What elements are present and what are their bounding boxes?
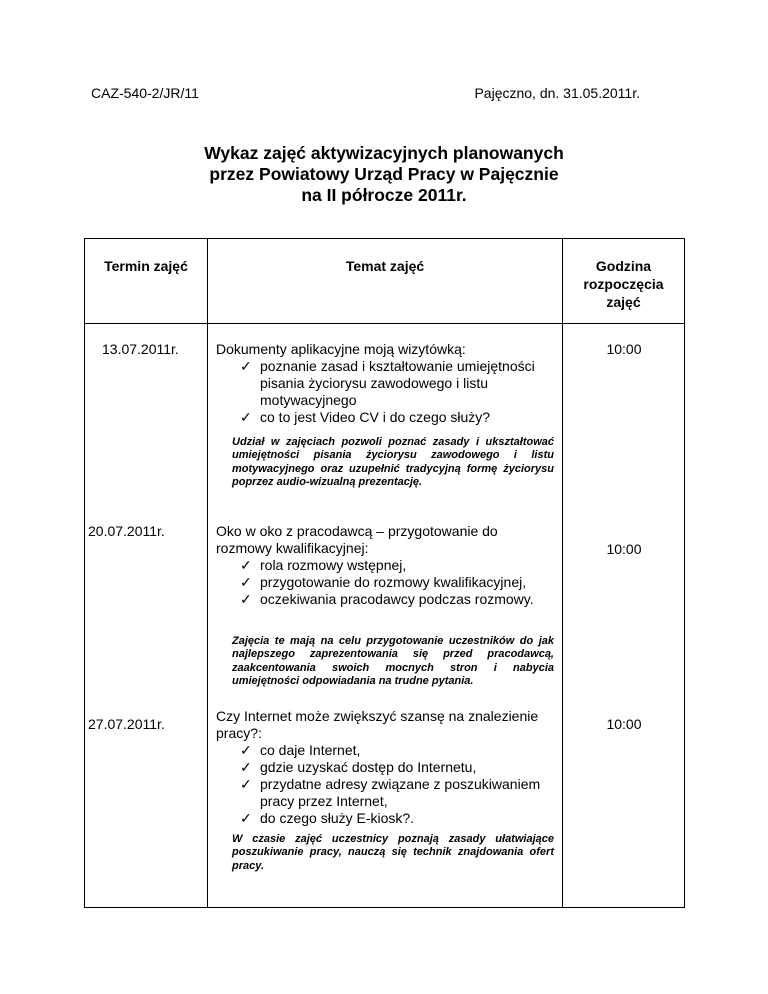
description-row-2: Zajęcia te mają na celu przygotowanie uczestników do jak najlepszego zaprezentowania się przed pracodawcą, zaakcentowania swoich mocnych stron i nabycia umiejętności odpowiadania na trudne pytania. [232, 635, 554, 687]
topics-cell [208, 324, 563, 908]
topic-title: Czy Internet może zwiększyć szansę na znalezienie pracy?: [216, 708, 539, 741]
list-item: ✓ oczekiwania pracodawcy podczas rozmowy. [240, 591, 534, 607]
check-icon: ✓ [240, 358, 252, 374]
list-item: ✓ co to jest Video CV i do czego służy? [240, 409, 491, 425]
hour-row-3: 10:00 [606, 716, 642, 732]
document-place-date: Pajęczno, dn. 31.05.2011r. [474, 85, 640, 101]
hours-cell [563, 324, 685, 908]
check-icon: ✓ [240, 742, 252, 758]
list-item: ✓ do czego służy E-kiosk?. [240, 810, 415, 826]
description-row-1: Udział w zajęciach pozwoli poznać zasady i ukształtować umiejętności pisania życiorysu zawodowego i listu motywacyjnego oraz uzupełnić tradycyjną formę życiorysu poprzez audio-wizualną prezentację. [232, 436, 554, 488]
list-item: ✓ poznanie zasad i kształtowanie umiejętności pisania życiorysu zawodowego i listu motywacyjnego [240, 358, 535, 408]
document-title [0, 143, 768, 206]
list-item: ✓ przygotowanie do rozmowy kwalifikacyjnej, [240, 574, 527, 590]
check-icon: ✓ [240, 557, 252, 573]
table-body-row [85, 324, 685, 908]
schedule-table [84, 238, 685, 908]
table-header-row [85, 239, 685, 324]
hour-row-1: 10:00 [606, 341, 642, 357]
description-row-3: W czasie zajęć uczestnicy poznają zasady ułatwiające poszukiwanie pracy, nauczą się technik znajdowania ofert pracy. [232, 833, 554, 872]
date-row-2: 20.07.2011r. [88, 523, 165, 539]
check-icon: ✓ [240, 776, 252, 792]
title-line-2: przez Powiatowy Urząd Pracy w Pajęcznie [209, 164, 559, 184]
header-topic: Temat zajęć [208, 239, 563, 324]
topic-title: Oko w oko z pracodawcą – przygotowanie do rozmowy kwalifikacyjnej: [216, 523, 498, 556]
list-item: ✓ co daje Internet, [240, 742, 361, 758]
check-icon: ✓ [240, 759, 252, 775]
topic-title: Dokumenty aplikacyjne moją wizytówką: [216, 341, 466, 357]
hour-row-2: 10:00 [606, 541, 642, 557]
topic-row-2 [216, 523, 556, 608]
header-hour: Godzina rozpoczęcia zajęć [563, 239, 685, 324]
topic-row-3 [216, 708, 556, 827]
date-row-3: 27.07.2011r. [88, 716, 165, 732]
check-icon: ✓ [240, 574, 252, 590]
header-date: Termin zajęć [85, 239, 208, 324]
list-item: ✓ rola rozmowy wstępnej, [240, 557, 407, 573]
topic-row-1 [216, 341, 556, 426]
title-line-3: na II półrocze 2011r. [301, 185, 467, 205]
check-icon: ✓ [240, 409, 252, 425]
date-row-1: 13.07.2011r. [102, 341, 179, 357]
check-icon: ✓ [240, 810, 252, 826]
title-line-1: Wykaz zajęć aktywizacyjnych planowanych [204, 143, 564, 163]
dates-cell [85, 324, 208, 908]
list-item: ✓ gdzie uzyskać dostęp do Internetu, [240, 759, 477, 775]
list-item: ✓ przydatne adresy związane z poszukiwaniem pracy przez Internet, [240, 776, 541, 809]
document-reference-number: CAZ-540-2/JR/11 [91, 85, 199, 101]
check-icon: ✓ [240, 591, 252, 607]
